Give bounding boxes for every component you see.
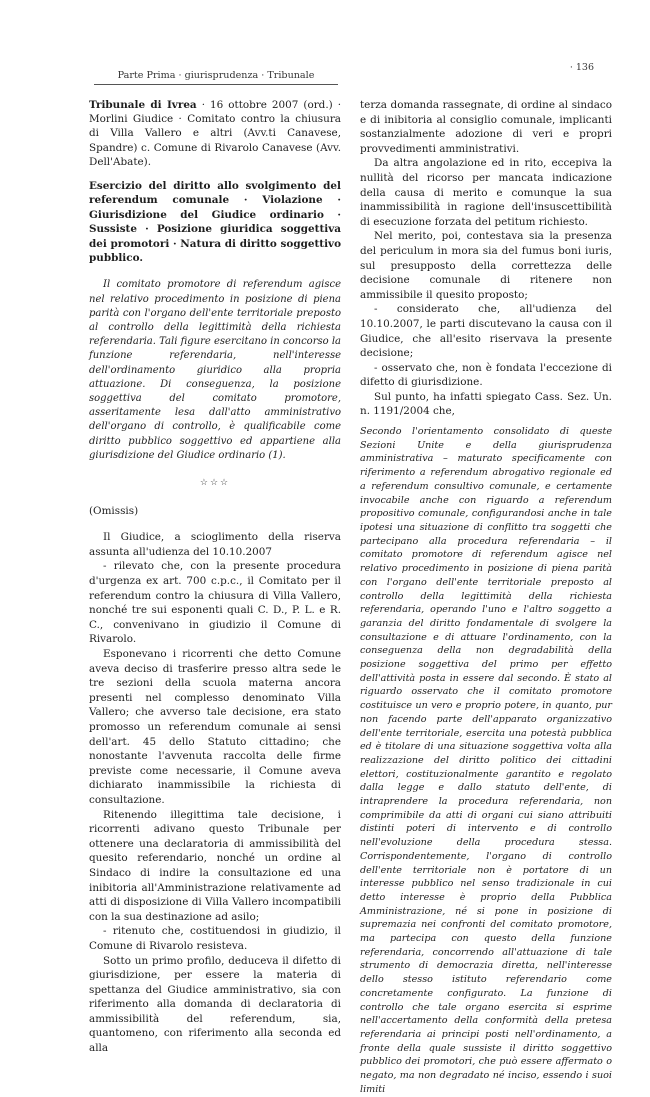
body-paragraph: Sul punto, ha infatti spiegato Cass. Sez. Un. n. 1191/2004 che,: [360, 390, 612, 418]
body-paragraph: Da altra angolazione ed in rito, eccepiva la nullità del ricorso per mancata indicazione della causa di merito e comunque la sua inammissibilità in ragione dell'insuscettibilità di esecuzione forzata del petitum richiesto.: [360, 157, 612, 228]
running-header: Parte Prima · giurisprudenza · Tribunale: [94, 70, 338, 85]
body-paragraph: terza domanda rassegnate, di ordine al sindaco e di inibitoria al consiglio comunale, implicanti sostanzialmente adozione di veri e propri provvedimenti amministrativi.: [360, 99, 612, 155]
case-heading: [89, 98, 341, 169]
left-column: [89, 98, 341, 1056]
body-paragraph: Ritenendo illegittima tale decisione, i ricorrenti adivano questo Tribunale per ottenere una declaratoria di ammissibilità del quesito referendario, nonché un ordine al Sindaco di indire la consultazione ed una inibitoria all'Amministrazione relativamente ad atti di disposizione di Villa Vallero incompatibili con la sua destinazione ad asilo;: [89, 808, 341, 923]
body-paragraph: Il Giudice, a scioglimento della riserva assunta all'udienza del 10.10.2007: [89, 531, 341, 558]
body-paragraph: - osservato che, non è fondata l'eccezione di difetto di giurisdizione.: [360, 361, 612, 389]
quoted-judgment: Secondo l'orientamento consolidato di queste Sezioni Unite e della giurisprudenza amministrativa – maturato specificamente con riferimento a referendum abrogativo regionale ed a referendum consultivo comunale, e certamente invocabile anche con riguardo a referendum propositivo comunale, configurandosi anche in tale ipotesi una situazione di conflitto tra soggetti che partecipano alla procedura referendaria – il comitato promotore di referendum agisce nel relativo procedimento in posizione di piena parità con l'organo dell'ente territoriale preposto al controllo della legittimità della richiesta referendaria, operando l'uno e l'altro soggetto a garanzia del diritto fondamentale di svolgere la consultazione e di attuare l'ordinamento, con la conseguenza della non degradabilità della posizione soggettiva del primo per effetto dell'attività posta in essere dal secondo. È stato al riguardo osservato che il comitato promotore costituisce un vero e proprio potere, in quanto, pur non facendo parte dell'apparato organizzativo dell'ente territoriale, esercita una potestà pubblica ed è titolare di una situazione soggettiva volta alla realizzazione del diritto politico dei cittadini elettori, costituzionalmente garantito e regolato dalla legge e dallo statuto dell'ente, di intraprendere la procedura referendaria, non comprimibile da atti di organi cui siano attribuiti distinti poteri di intervento e di controllo nell'evoluzione della procedura stessa. Corrispondentemente, l'organo di controllo dell'ente territoriale non è portatore di un interesse pubblico nel senso tradizionale in cui detto interesse è proprio della Pubblica Amministrazione, né si pone in posizione di supremazia nei confronti del comitato promotore, ma partecipa con questo della funzione referendaria, concorrendo all'attuazione di tale strumento di democrazia diretta, nell'interesse dello stesso istituto referendario come concretamente configurato. La funzione di controllo che tale organo esercita si esprime nell'accertamento della conformità della pretesa referendaria ai principi posti nell'ordinamento, a fronte della quale sussiste il diritto soggettivo pubblico dei promotori, che può essere affermato o negato, ma non degradato né inciso, essendo i suoi limiti: [360, 426, 612, 1095]
body-paragraph: - rilevato che, con la presente procedura d'urgenza ex art. 700 c.p.c., il Comitato per il referendum contro la chiusura di Villa Vallero, nonché tre sui esponenti quali C. D., P. L. e R. C., convenivano in giudizio il Comune di Rivarolo.: [89, 560, 341, 646]
right-column: [360, 98, 612, 1097]
headnote-title: Esercizio del diritto allo svolgimento del referendum comunale · Violazione · Giurisdizione del Giudice ordinario · Sussiste · Posizione giuridica soggettiva dei promotori · Natura di diritto soggettivo pubblico.: [89, 180, 341, 265]
body-paragraph: Nel merito, poi, contestava sia la presenza del periculum in mora sia del fumus boni iuris, sul presupposto della correttezza delle decisione comunale di ritenere non ammissibile il quesito proposto;: [360, 230, 612, 301]
page-number: · 136: [569, 62, 594, 73]
separator-stars: ☆☆☆: [199, 478, 231, 489]
omissis-label: (Omissis): [89, 504, 139, 517]
body-paragraph: - considerato che, all'udienza del 10.10.2007, le parti discutevano la causa con il Giudice, che all'esito riservava la presente decisione;: [360, 303, 612, 360]
body-paragraph: - ritenuto che, costituendosi in giudizio, il Comune di Rivarolo resisteva.: [89, 925, 341, 952]
body-paragraph: Esponevano i ricorrenti che detto Comune aveva deciso di trasferire presso altra sede le tre sezioni della scuola materna ancora presenti nel complesso denominato Villa Vallero; che avverso tale decisione, era stato promosso un referendum comunale ai sensi dell'art. 45 dello Statuto cittadino; che nonostante l'avvenuta raccolta delle firme previste come necessarie, il Comune aveva dichiarato inammissibile la richiesta di consultazione.: [89, 648, 341, 806]
maxim-text: Il comitato promotore di referendum agisce nel relativo procedimento in posizione di piena parità con l'organo dell'ente territoriale preposto al controllo della legittimità della richiesta referendaria. Tali figure esercitano in concorso la funzione referendaria, nell'interesse dell'ordinamento giuridico alla propria attuazione. Di conseguenza, la posizione soggettiva del comitato promotore, asseritamente lesa dall'atto amministrativo dell'organo di controllo, è qualificabile come diritto pubblico soggettivo ed appartiene alla giurisdizione del Giudice ordinario (1).: [89, 279, 341, 461]
body-paragraph: Sotto un primo profilo, deduceva il difetto di giurisdizione, per essere la materia di spettanza del Giudice amministrativo, sia con riferimento alla domanda di declaratoria di ammissibilità del referendum, sia, quantomeno, con riferimento alla seconda ed alla: [89, 954, 341, 1055]
case-citation: · 16 ottobre 2007 (ord.) · Morlini Giudice · Comitato contro la chiusura di Villa Vallero e altri (Avv.ti Canavese, Spandre) c. Comune di Rivarolo Canavese (Avv. Dell'Abate).: [89, 99, 341, 168]
court-name: Tribunale di Ivrea: [89, 99, 197, 111]
